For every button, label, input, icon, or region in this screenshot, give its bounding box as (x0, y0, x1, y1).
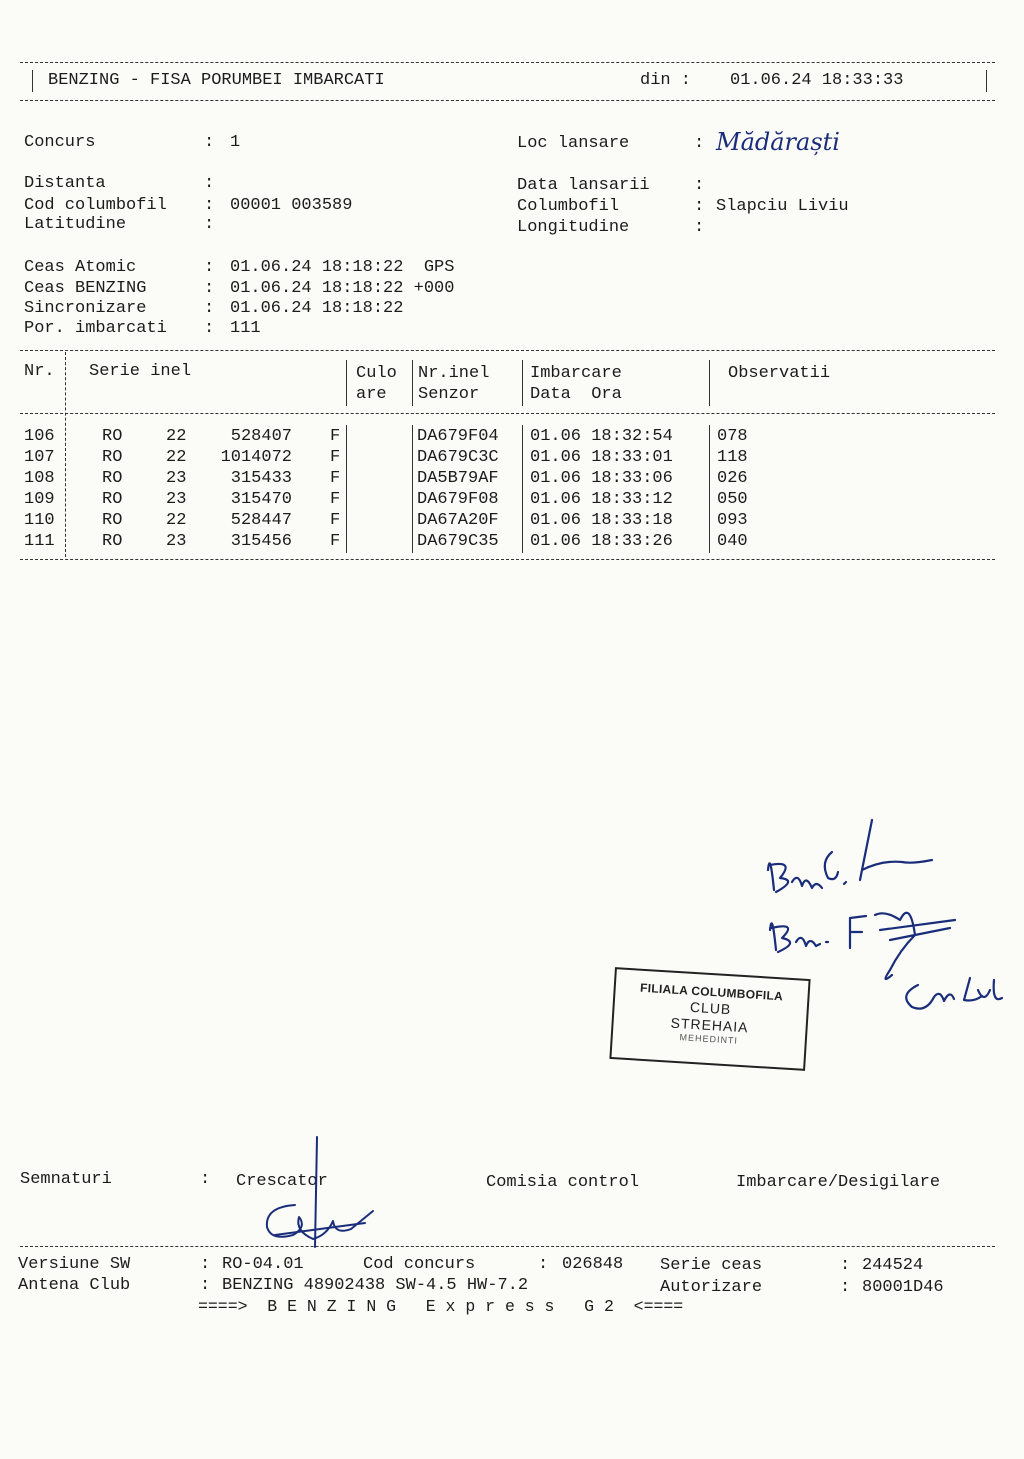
cell-ring: 1014072 (220, 448, 292, 467)
ceas-benzing-label: Ceas BENZING (24, 279, 147, 298)
semnaturi-label: Semnaturi (20, 1170, 112, 1189)
cell-nr: 108 (24, 469, 55, 488)
crescator-signature (255, 1135, 375, 1250)
colon: : (840, 1256, 851, 1275)
por-imbarcati-value: 111 (230, 319, 261, 338)
table-row (0, 531, 1000, 552)
colon: : (694, 134, 705, 153)
autorizare-label: Autorizare (660, 1278, 763, 1297)
table-row (0, 468, 1000, 489)
cod-columbofil-label: Cod columbofil (24, 196, 167, 215)
din-value: 01.06.24 18:33:33 (730, 71, 904, 90)
cell-sensor: DA5B79AF (417, 469, 499, 488)
header-culoare-2: are (356, 385, 387, 404)
cell-nr: 110 (24, 511, 55, 530)
colon: : (200, 1255, 211, 1274)
colon: : (204, 215, 215, 234)
cell-year: 23 (166, 469, 187, 488)
cell-datetime: 01.06 18:33:06 (530, 469, 673, 488)
cell-sensor: DA679C35 (417, 532, 499, 551)
cell-ring: 315433 (230, 469, 292, 488)
cell-obs: 026 (717, 469, 748, 488)
cod-concurs-value: 026848 (562, 1255, 624, 1274)
stamp-line-3: STREHAIA (670, 1014, 750, 1036)
cell-datetime: 01.06 18:32:54 (530, 427, 673, 446)
cell-datetime: 01.06 18:33:12 (530, 490, 673, 509)
cell-sex: F (330, 427, 341, 446)
table-row (0, 447, 1000, 468)
col-sep-culoare-h (346, 360, 347, 406)
cell-obs: 040 (717, 532, 748, 551)
col-sep-obs-h (709, 360, 710, 406)
colon: : (204, 258, 215, 277)
cell-obs: 078 (717, 427, 748, 446)
cell-nr: 109 (24, 490, 55, 509)
cell-ring: 315470 (230, 490, 292, 509)
table-row (0, 426, 1000, 447)
loc-lansare-handwritten: Mădăraști (716, 128, 840, 156)
colon: : (204, 279, 215, 298)
col-sep-nrinel-h (412, 360, 413, 406)
por-imbarcati-label: Por. imbarcati (24, 319, 167, 338)
cod-columbofil-value: 00001 003589 (230, 196, 353, 215)
cod-concurs-label: Cod concurs (363, 1255, 476, 1274)
concurs-label: Concurs (24, 133, 96, 152)
colon: : (694, 218, 705, 237)
cell-year: 22 (166, 448, 187, 467)
footer-rule (20, 1246, 995, 1247)
cell-obs: 118 (717, 448, 748, 467)
header-nr: Nr. (24, 362, 55, 381)
colon: : (204, 196, 215, 215)
cell-year: 23 (166, 532, 187, 551)
cell-country: RO (102, 427, 123, 446)
cell-sensor: DA679F04 (417, 427, 499, 446)
serie-ceas-label: Serie ceas (660, 1256, 763, 1275)
header-right-edge (986, 70, 987, 92)
cell-sex: F (330, 469, 341, 488)
concurs-value: 1 (230, 133, 241, 152)
cell-year: 22 (166, 427, 187, 446)
loc-lansare-label: Loc lansare (517, 134, 630, 153)
table-row (0, 510, 1000, 531)
col-sep-imbarcare-h (522, 360, 523, 406)
cell-sensor: DA679F08 (417, 490, 499, 509)
columbofil-label: Columbofil (517, 197, 620, 216)
ceas-atomic-value: 01.06.24 18:18:22 GPS (230, 258, 455, 277)
colon: : (200, 1170, 211, 1189)
cell-country: RO (102, 490, 123, 509)
cell-datetime: 01.06 18:33:26 (530, 532, 673, 551)
cell-sensor: DA67A20F (417, 511, 499, 530)
cell-nr: 107 (24, 448, 55, 467)
latitudine-label: Latitudine (24, 215, 127, 234)
longitudine-label: Longitudine (517, 218, 630, 237)
sincronizare-label: Sincronizare (24, 299, 147, 318)
header-culoare-1: Culo (356, 364, 397, 383)
stamp-line-4: MEHEDINTI (679, 1032, 739, 1046)
cell-obs: 093 (717, 511, 748, 530)
colon: : (840, 1278, 851, 1297)
autorizare-value: 80001D46 (862, 1278, 944, 1297)
serie-ceas-value: 244524 (862, 1256, 924, 1275)
stamp-line-1: FILIALA COLUMBOFILA (639, 980, 784, 1004)
cell-sex: F (330, 448, 341, 467)
ceas-benzing-value: 01.06.24 18:18:22 +000 (230, 279, 455, 298)
cell-ring: 528407 (230, 427, 292, 446)
colon: : (204, 133, 215, 152)
colon: : (204, 299, 215, 318)
header-observatii: Observatii (728, 364, 831, 383)
cell-country: RO (102, 532, 123, 551)
versiune-sw-label: Versiune SW (18, 1255, 131, 1274)
cell-datetime: 01.06 18:33:18 (530, 511, 673, 530)
table-bottom-rule (20, 559, 995, 560)
benzing-banner: ====> B E N Z I N G E x p r e s s G 2 <==== (198, 1297, 684, 1316)
header-serie-inel: Serie inel (89, 362, 192, 381)
cell-ring: 315456 (230, 532, 292, 551)
header-imbarcare: Imbarcare (530, 364, 622, 383)
imbarcare-desigilare-label: Imbarcare/Desigilare (736, 1173, 941, 1192)
colon: : (538, 1255, 549, 1274)
ceas-atomic-label: Ceas Atomic (24, 258, 137, 277)
cell-year: 23 (166, 490, 187, 509)
stamp-line-2: CLUB (689, 998, 732, 1018)
header-top-rule (20, 62, 995, 63)
colon: : (200, 1276, 211, 1295)
columbofil-value: Slapciu Liviu (716, 197, 849, 216)
cell-ring: 528447 (230, 511, 292, 530)
crescator-label: Crescator (236, 1172, 328, 1191)
cell-country: RO (102, 448, 123, 467)
table-header-rule (20, 413, 995, 414)
table-row (0, 489, 1000, 510)
header-senzor: Senzor (418, 385, 480, 404)
din-label: din : (640, 71, 692, 90)
cell-datetime: 01.06 18:33:01 (530, 448, 673, 467)
cell-sensor: DA679C3C (417, 448, 499, 467)
antena-club-value: BENZING 48902438 SW-4.5 HW-7.2 (222, 1276, 529, 1295)
header-bottom-rule (20, 100, 995, 101)
cell-sex: F (330, 532, 341, 551)
cell-nr: 111 (24, 532, 55, 551)
cell-obs: 050 (717, 490, 748, 509)
versiune-sw-value: RO-04.01 (222, 1255, 304, 1274)
distanta-label: Distanta (24, 174, 106, 193)
data-lansarii-label: Data lansarii (517, 176, 650, 195)
cell-year: 22 (166, 511, 187, 530)
document-title: BENZING - FISA PORUMBEI IMBARCATI (48, 71, 385, 90)
club-stamp (609, 967, 810, 1071)
cell-sex: F (330, 511, 341, 530)
header-left-edge (32, 70, 33, 92)
colon: : (694, 197, 705, 216)
header-nr-inel: Nr.inel (418, 364, 490, 383)
comisia-control-label: Comisia control (486, 1173, 640, 1192)
cell-sex: F (330, 490, 341, 509)
colon: : (694, 176, 705, 195)
table-top-rule (20, 350, 995, 351)
cell-nr: 106 (24, 427, 55, 446)
header-data-ora: Data Ora (530, 385, 622, 404)
cell-country: RO (102, 511, 123, 530)
sincronizare-value: 01.06.24 18:18:22 (230, 299, 404, 318)
antena-club-label: Antena Club (18, 1276, 131, 1295)
colon: : (204, 319, 215, 338)
colon: : (204, 174, 215, 193)
cell-country: RO (102, 469, 123, 488)
